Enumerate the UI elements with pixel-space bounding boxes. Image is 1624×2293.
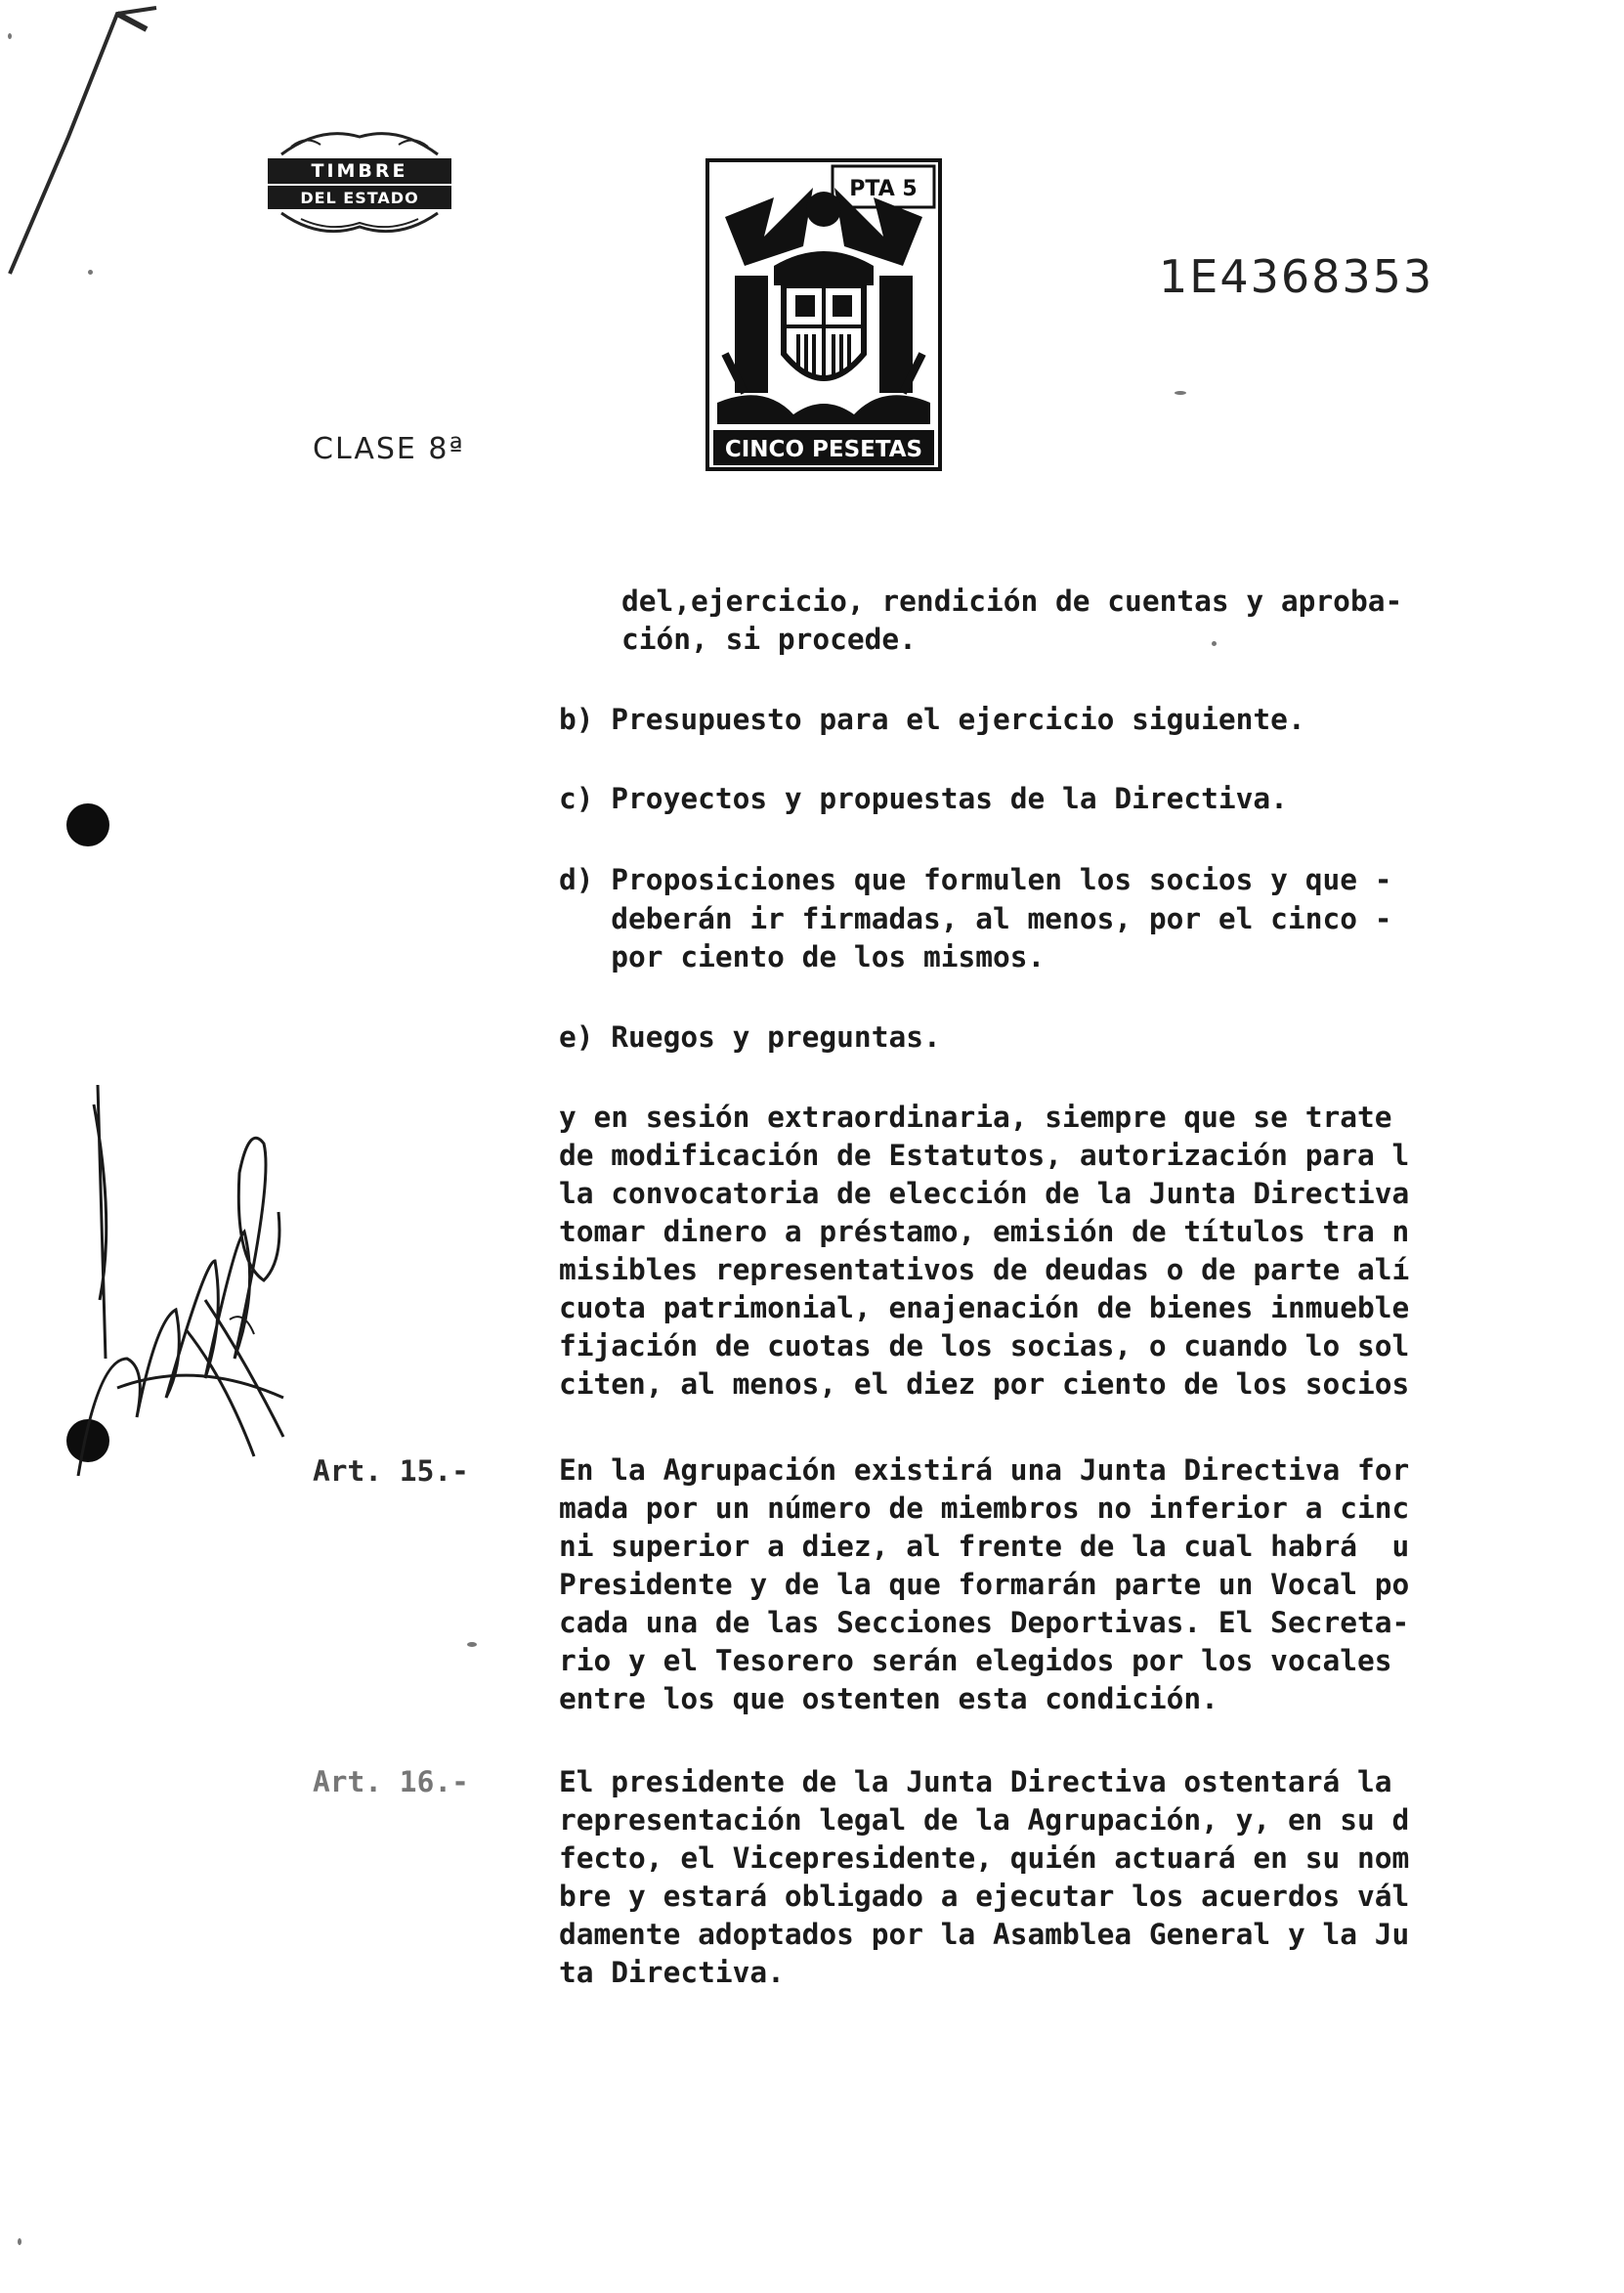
item-b: b) Presupuesto para el ejercicio siguiente. — [559, 703, 1305, 736]
art-16-label: Art. 16.- — [313, 1765, 469, 1798]
art-16-line: representación legal de la Agrupación, y, en su d — [559, 1803, 1410, 1837]
item-d-line: d) Proposiciones que formulen los socios y que - — [559, 863, 1392, 896]
art-16-line: bre y estará obligado a ejecutar los acuerdos vál — [559, 1880, 1410, 1913]
stamp-value: PTA 5 — [849, 177, 918, 201]
speck — [1175, 391, 1186, 395]
item-d-line: deberán ir firmadas, al menos, por el cinco - — [559, 902, 1392, 935]
art-15-line: entre los que ostenten esta condición. — [559, 1682, 1218, 1715]
art-15-line: mada por un número de miembros no inferior a cinc — [559, 1492, 1410, 1525]
art-16-line: El presidente de la Junta Directiva ostentará la — [559, 1765, 1392, 1798]
speck — [8, 33, 12, 39]
timbre-text-top: TIMBRE — [311, 160, 408, 182]
art-15-line: En la Agrupación existirá una Junta Directiva for — [559, 1453, 1410, 1487]
speck — [467, 1642, 477, 1647]
timbre-del-estado-seal — [262, 125, 457, 242]
art-15-line: Presidente y de la que formarán parte un Vocal po — [559, 1568, 1410, 1601]
art-16-line: ta Directiva. — [559, 1956, 785, 1989]
handwritten-signature — [59, 1065, 293, 1476]
extra-line: la convocatoria de elección de la Junta Directiva — [559, 1177, 1410, 1210]
extra-line: cuota patrimonial, enajenación de bienes inmueble — [559, 1291, 1410, 1324]
intro-line: del,ejercicio, rendición de cuentas y aproba- — [621, 584, 1403, 618]
art-15-line: ni superior a diez, al frente de la cual habrá u — [559, 1530, 1410, 1563]
speck — [88, 270, 93, 275]
timbre-text-bottom: DEL ESTADO — [300, 189, 419, 207]
extra-line: citen, al menos, el diez por ciento de los socios — [559, 1367, 1410, 1401]
punch-hole-top — [66, 803, 109, 846]
speck — [18, 2238, 21, 2245]
art-15-line: cada una de las Secciones Deportivas. El Secreta- — [559, 1606, 1410, 1639]
speck — [1212, 641, 1217, 646]
clase-label: CLASE 8ª — [313, 432, 465, 466]
item-d-line: por ciento de los mismos. — [559, 940, 1046, 973]
margin-pen-stroke — [0, 0, 166, 293]
serial-number: 1E4368353 — [1159, 250, 1434, 303]
art-15-label: Art. 15.- — [313, 1454, 469, 1488]
stamp-label: CINCO PESETAS — [724, 437, 923, 462]
extra-line: fijación de cuotas de los socias, o cuando lo sol — [559, 1329, 1410, 1363]
art-16-line: fecto, el Vicepresidente, quién actuará en su nom — [559, 1841, 1410, 1875]
intro-line: ción, si procede. — [621, 623, 917, 656]
art-15-line: rio y el Tesorero serán elegidos por los vocales — [559, 1644, 1392, 1677]
art-16-line: damente adoptados por la Asamblea General y la Ju — [559, 1918, 1410, 1951]
extra-line: de modificación de Estatutos, autorización para l — [559, 1139, 1410, 1172]
extra-line: y en sesión extraordinaria, siempre que se trate — [559, 1101, 1392, 1134]
cinco-pesetas-stamp — [705, 158, 942, 471]
item-c: c) Proyectos y propuestas de la Directiva. — [559, 782, 1288, 815]
item-e: e) Ruegos y preguntas. — [559, 1020, 941, 1054]
extra-line: tomar dinero a préstamo, emisión de títulos tra n — [559, 1215, 1410, 1248]
extra-line: misibles representativos de deudas o de parte alí — [559, 1253, 1410, 1286]
